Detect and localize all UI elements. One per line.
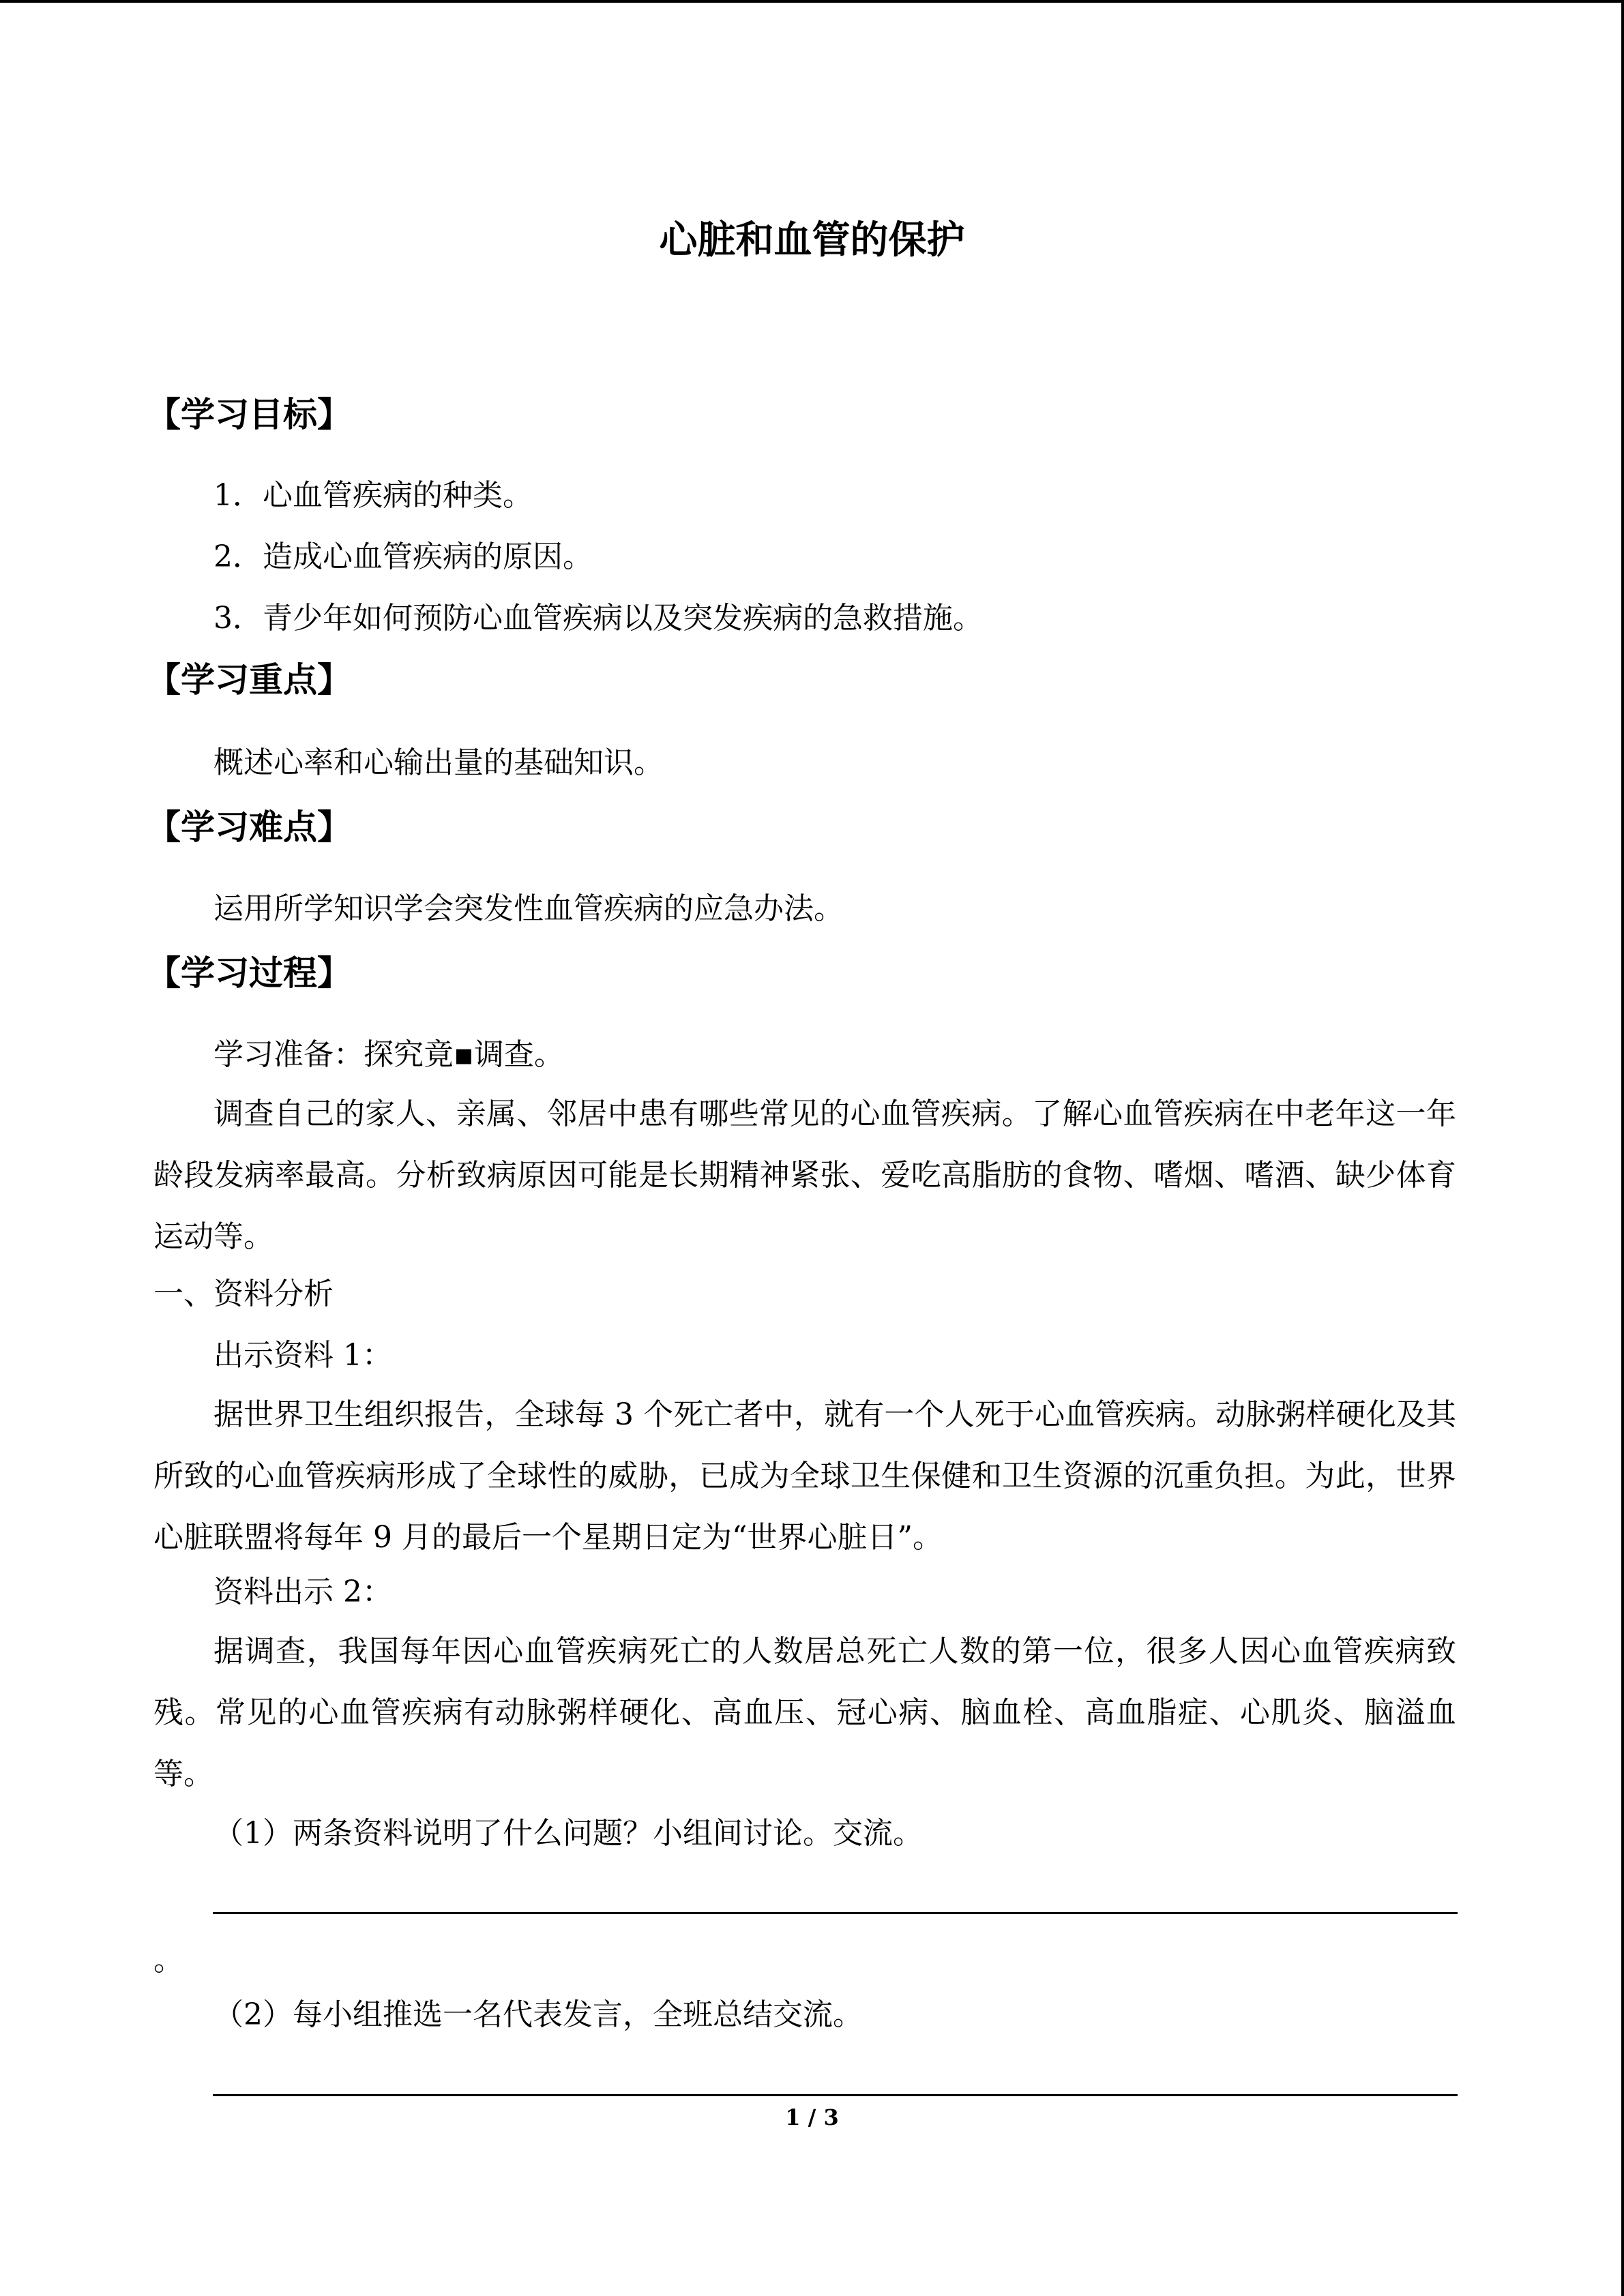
- difficulties-heading: 【学习难点】: [147, 807, 351, 847]
- material2-label: 资料出示 2：: [213, 1575, 392, 1609]
- objective-item-3: 3．青少年如何预防心血管疾病以及突发疾病的急救措施。: [213, 601, 983, 636]
- question-1: （1）两条资料说明了什么问题？小组间讨论。交流。: [213, 1816, 923, 1851]
- page-border-top: [0, 0, 1624, 3]
- question-2: （2）每小组推选一名代表发言，全班总结交流。: [213, 1997, 863, 2032]
- difficulties-text: 运用所学知识学会突发性血管疾病的应急办法。: [213, 891, 844, 926]
- page-border-right: [1621, 0, 1624, 2296]
- key-points-text: 概述心率和心输出量的基础知识。: [213, 745, 664, 780]
- page-number: 1 / 3: [785, 2104, 839, 2130]
- preparation-text: 学习准备：探究竟▪调查。: [213, 1037, 564, 1072]
- material1-paragraph: 据世界卫生组织报告，全球每 3 个死亡者中，就有一个人死于心血管疾病。动脉粥样硬化及其所致的心血管疾病形成了全球性的威胁，已成为全球卫生保健和卫生资源的沉重负担。为此，世界心脏联盟将每年 9 月的最后一个星期日定为“世界心脏日”。: [153, 1397, 1456, 1555]
- material2-paragraph: 据调查，我国每年因心血管疾病死亡的人数居总死亡人数的第一位，很多人因心血管疾病致残。常见的心血管疾病有动脉粥样硬化、高血压、冠心病、脑血栓、高血脂症、心肌炎、脑溢血等。: [153, 1634, 1456, 1791]
- objectives-heading: 【学习目标】: [147, 395, 351, 434]
- answer-line-2[interactable]: [213, 2094, 1458, 2096]
- objective-item-1: 1．心血管疾病的种类。: [213, 478, 533, 513]
- process-heading: 【学习过程】: [147, 953, 351, 993]
- answer-1-end-mark: 。: [153, 1943, 183, 1978]
- survey-paragraph: 调查自己的家人、亲属、邻居中患有哪些常见的心血管疾病。了解心血管疾病在中老年这一年龄段发病率最高。分析致病原因可能是长期精神紧张、爱吃高脂肪的食物、嗜烟、嗜酒、缺少体育运动等。: [153, 1097, 1456, 1254]
- key-points-heading: 【学习重点】: [147, 660, 351, 700]
- part-one-heading: 一、资料分析: [153, 1277, 334, 1311]
- material1-label: 出示资料 1：: [213, 1338, 392, 1373]
- objective-item-2: 2．造成心血管疾病的原因。: [213, 539, 593, 574]
- answer-line-1[interactable]: [213, 1912, 1458, 1914]
- page-title: 心脏和血管的保护: [659, 218, 965, 263]
